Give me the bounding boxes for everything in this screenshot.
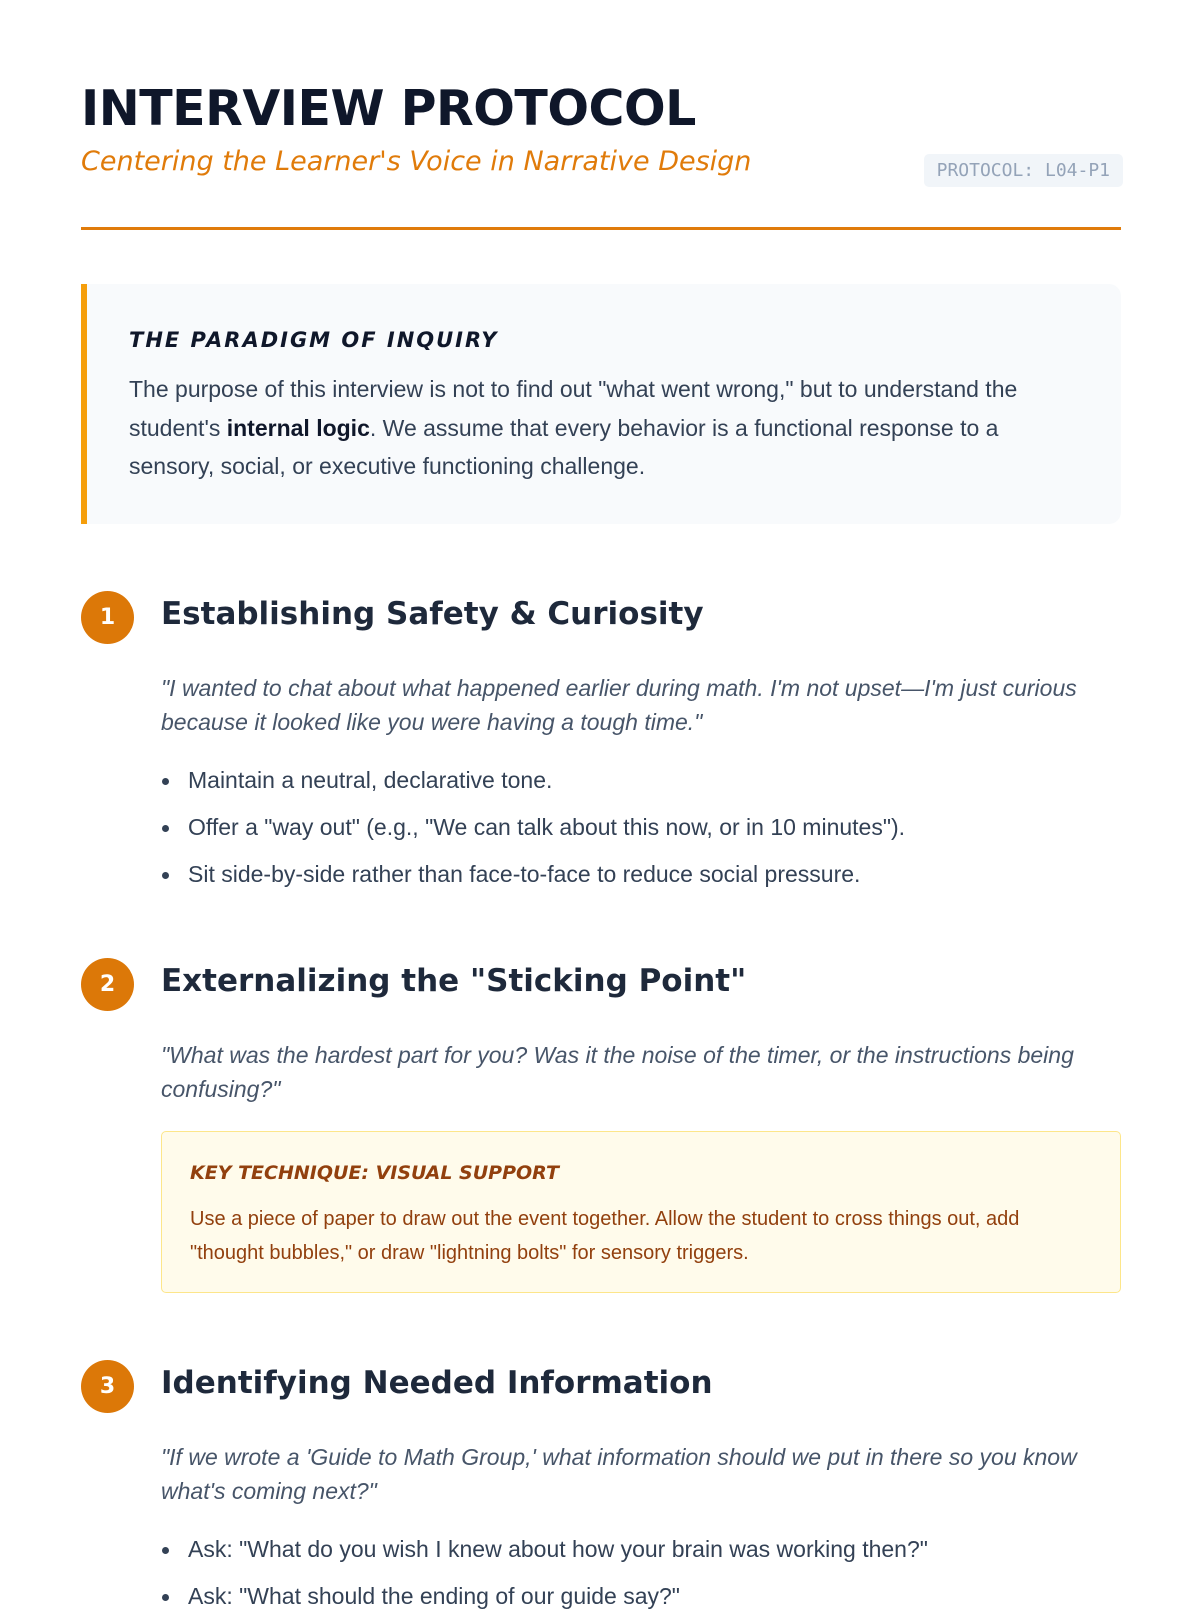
section-3-quote: "If we wrote a 'Guide to Math Group,' what information should we put in there so you know what's coming next?" <box>161 1444 1077 1504</box>
paradigm-text-emphasis: internal logic <box>226 414 370 441</box>
paradigm-text-start: The purpose of this interview is not to find out "what went wrong," but to understand the student's <box>129 376 1018 441</box>
paradigm-callout <box>81 284 1121 524</box>
key-technique-box <box>161 1131 1121 1293</box>
technique-text: Use a piece of paper to draw out the event together. Allow the student to cross things out, add "thought bubbles," or draw "lightning bolts" for sensory triggers. <box>190 1208 1020 1264</box>
list-item: Sit side-by-side rather than face-to-face to reduce social pressure. <box>161 851 1121 898</box>
paradigm-text-end: . We assume that every behavior is a functional response to a sensory, social, or executive functioning challenge. <box>129 414 999 479</box>
list-item: Ask: "What do you wish I knew about how your brain was working then?" <box>161 1526 1121 1573</box>
section-title: Identifying Needed Information <box>161 1365 713 1401</box>
page-header <box>81 78 1121 181</box>
list-item: Offer a "way out" (e.g., "We can talk about this now, or in 10 minutes"). <box>161 804 1121 851</box>
protocol-id-badge: PROTOCOL: L04-P1 <box>924 154 1123 187</box>
section-title: Establishing Safety & Curiosity <box>161 596 704 632</box>
section-1-quote: "I wanted to chat about what happened earlier during math. I'm not upset—I'm just curious because it looked like you were having a tough time." <box>161 675 1077 735</box>
section-title: Externalizing the "Sticking Point" <box>161 963 747 999</box>
header-divider <box>81 227 1121 230</box>
section-number-badge: 1 <box>81 591 134 644</box>
section-number-badge: 3 <box>81 1360 134 1413</box>
page-title: INTERVIEW PROTOCOL <box>81 80 696 137</box>
paradigm-text <box>129 370 1079 486</box>
section-3-bullet-list <box>161 1526 1121 1620</box>
list-item: Ask: "What should the ending of our guide say?" <box>161 1573 1121 1620</box>
section-1-bullet-list <box>161 757 1121 898</box>
page-subtitle: Centering the Learner's Voice in Narrative Design <box>81 146 752 177</box>
section-2-quote: "What was the hardest part for you? Was it the noise of the timer, or the instructions being confusing?" <box>161 1042 1074 1102</box>
paradigm-heading: THE PARADIGM OF INQUIRY <box>129 328 499 352</box>
technique-heading: KEY TECHNIQUE: VISUAL SUPPORT <box>190 1162 559 1184</box>
list-item: Maintain a neutral, declarative tone. <box>161 757 1121 804</box>
section-number-badge: 2 <box>81 958 134 1011</box>
